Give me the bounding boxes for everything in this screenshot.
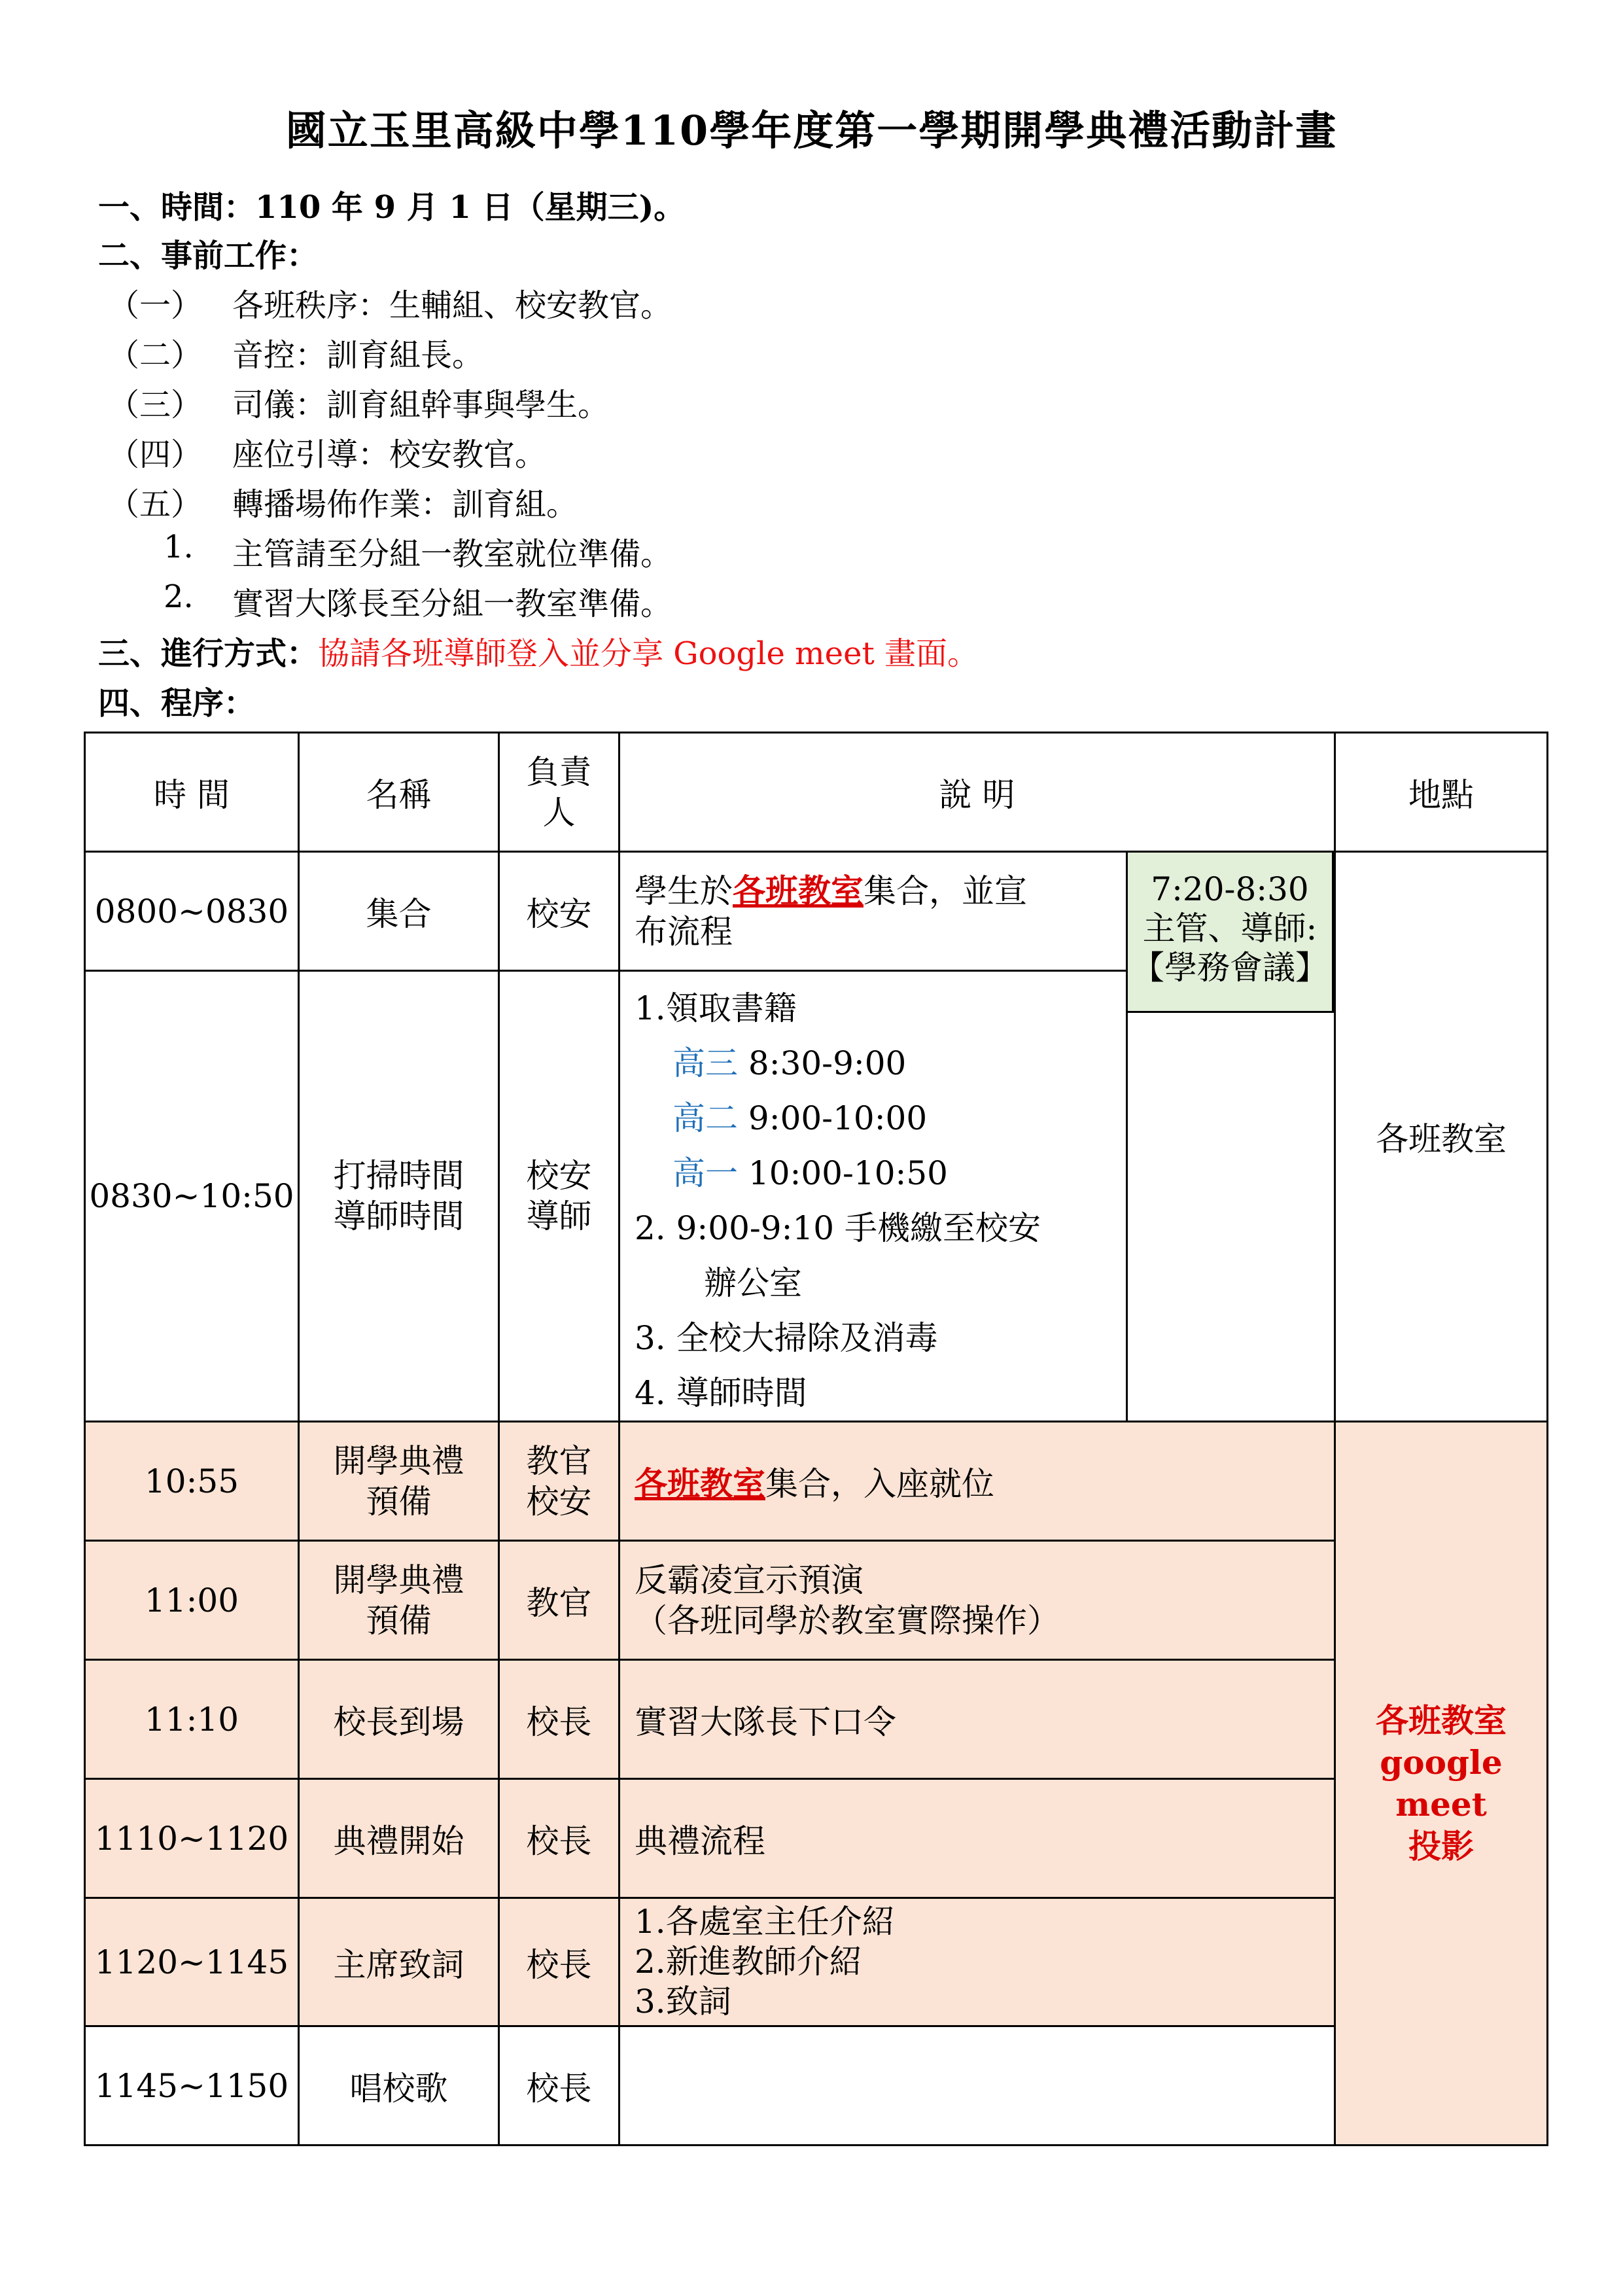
row7-desc-l3: 3.致詞 bbox=[635, 1983, 731, 2021]
grade-3-label: 高三 bbox=[672, 1044, 738, 1082]
page-title: 國立玉里高級中學110學年度第一學期開學典禮活動計畫 bbox=[285, 107, 1338, 154]
row4-name bbox=[299, 1541, 499, 1660]
prep-item-num: （三） bbox=[108, 387, 203, 423]
row3-desc bbox=[620, 1422, 1335, 1541]
row6-name: 典禮開始 bbox=[299, 1779, 499, 1898]
section-time-label: 一、時間： bbox=[98, 189, 256, 226]
prep-item-4 bbox=[108, 429, 202, 474]
header-place: 地點 bbox=[1335, 733, 1548, 852]
place-online bbox=[1335, 1422, 1548, 2146]
grade-3-time: 8:30-9:00 bbox=[748, 1044, 907, 1082]
prep-item-1-text: 各班秩序：生輔組、校安教官。 bbox=[232, 287, 672, 324]
row8-owner: 校長 bbox=[499, 2026, 620, 2146]
section-time-value: 110 年 9 月 1 日（星期三)。 bbox=[255, 189, 686, 226]
row1-owner: 校安 bbox=[499, 852, 620, 971]
row2-desc-2: 2. 9:00-9:10 手機繳至校安 bbox=[635, 1209, 1041, 1247]
prep-sub-1-text: 主管請至分組一教室就位準備。 bbox=[232, 536, 672, 573]
prep-item-4-text: 座位引導：校安教官。 bbox=[232, 436, 547, 473]
prep-sub-2-text: 實習大隊長至分組一教室準備。 bbox=[232, 586, 672, 622]
place-online-l4: 投影 bbox=[1408, 1826, 1474, 1865]
prep-sub-2-num: 2. bbox=[164, 578, 194, 615]
row2-desc-4: 4. 導師時間 bbox=[635, 1374, 807, 1412]
header-owner bbox=[499, 733, 620, 852]
prep-item-3 bbox=[108, 380, 202, 425]
row2-name bbox=[299, 971, 499, 1422]
row3-desc-post: 集合，入座就位 bbox=[765, 1464, 994, 1503]
row6-time: 1110~1120 bbox=[85, 1779, 299, 1898]
place-online-l2: google bbox=[1380, 1742, 1503, 1782]
row1-desc-pre: 學生於 bbox=[635, 872, 733, 910]
grade-1-time: 10:00-10:50 bbox=[748, 1154, 948, 1192]
row7-time: 1120~1145 bbox=[85, 1898, 299, 2026]
prep-item-num: （四） bbox=[108, 436, 203, 473]
row4-name-l2: 預備 bbox=[366, 1601, 432, 1640]
row6-owner: 校長 bbox=[499, 1779, 620, 1898]
row1-time: 0800~0830 bbox=[85, 852, 299, 971]
note-cell bbox=[1127, 852, 1335, 1422]
table-row bbox=[85, 1779, 1548, 1898]
row3-owner-l2: 校安 bbox=[526, 1482, 592, 1521]
row4-name-l1: 開學典禮 bbox=[333, 1561, 464, 1599]
row4-desc bbox=[620, 1541, 1335, 1660]
row4-desc-l2: （各班同學於教室實際操作） bbox=[635, 1601, 1060, 1640]
row2-desc bbox=[620, 971, 1127, 1422]
row8-desc bbox=[620, 2026, 1335, 2146]
row1-name: 集合 bbox=[299, 852, 499, 971]
row3-desc-highlight: 各班教室 bbox=[635, 1464, 765, 1503]
prep-item-3-text: 司儀：訓育組幹事與學生。 bbox=[232, 387, 610, 423]
row5-name: 校長到場 bbox=[299, 1660, 499, 1779]
section-prep-label: 二、事前工作： bbox=[98, 238, 319, 274]
meeting-note bbox=[1128, 853, 1334, 1013]
row5-desc: 實習大隊長下口令 bbox=[620, 1660, 1335, 1779]
section-method-value: 協請各班導師登入並分享 Google meet 畫面。 bbox=[318, 635, 979, 672]
row1-desc-post: 集合，並宣 bbox=[864, 872, 1027, 910]
row7-desc bbox=[620, 1898, 1335, 2026]
table-row bbox=[85, 1660, 1548, 1779]
prep-item-num: （二） bbox=[108, 337, 203, 374]
header-time: 時 間 bbox=[85, 733, 299, 852]
row4-time: 11:00 bbox=[85, 1541, 299, 1660]
row3-name-l2: 預備 bbox=[366, 1482, 432, 1521]
row2-time: 0830~10:50 bbox=[85, 971, 299, 1422]
place-online-l1: 各班教室 bbox=[1376, 1701, 1507, 1740]
prep-item-num: （五） bbox=[108, 486, 203, 523]
row3-time: 10:55 bbox=[85, 1422, 299, 1541]
table-header-row bbox=[85, 733, 1548, 852]
meeting-note-title: 【學務會議】 bbox=[1132, 949, 1328, 987]
schedule-table bbox=[84, 732, 1548, 2146]
row3-name-l1: 開學典禮 bbox=[333, 1441, 464, 1480]
row1-desc-l2: 布流程 bbox=[635, 913, 733, 951]
row7-owner: 校長 bbox=[499, 1898, 620, 2026]
row7-name: 主席致詞 bbox=[299, 1898, 499, 2026]
prep-item-5 bbox=[108, 479, 202, 524]
place-online-l3: meet bbox=[1395, 1784, 1487, 1824]
prep-item-2-text: 音控：訓育組長。 bbox=[232, 337, 484, 374]
row7-desc-l1: 1.各處室主任介紹 bbox=[635, 1903, 895, 1941]
table-row bbox=[85, 1898, 1548, 2026]
row1-desc-highlight: 各班教室 bbox=[733, 872, 864, 910]
row2-owner-l1: 校安 bbox=[526, 1157, 592, 1195]
row8-time: 1145~1150 bbox=[85, 2026, 299, 2146]
row5-time: 11:10 bbox=[85, 1660, 299, 1779]
meeting-note-who: 主管、導師: bbox=[1142, 910, 1318, 947]
row2-grade-1 bbox=[635, 1146, 1126, 1201]
meeting-note-time: 7:20-8:30 bbox=[1151, 870, 1309, 908]
row7-desc-l2: 2.新進教師介紹 bbox=[635, 1943, 862, 1981]
prep-item-5-text: 轉播場佈作業：訓育組。 bbox=[232, 486, 578, 523]
header-name: 名稱 bbox=[299, 733, 499, 852]
row3-owner-l1: 教官 bbox=[526, 1441, 592, 1480]
row4-desc-l1: 反霸凌宣示預演 bbox=[635, 1561, 864, 1599]
grade-1-label: 高一 bbox=[672, 1154, 738, 1192]
grade-2-label: 高二 bbox=[672, 1099, 738, 1137]
row2-owner bbox=[499, 971, 620, 1422]
table-row bbox=[85, 2026, 1548, 2146]
section-method-label: 三、進行方式： bbox=[98, 635, 319, 672]
section-program-label: 四、程序： bbox=[98, 685, 256, 722]
row4-owner: 教官 bbox=[499, 1541, 620, 1660]
prep-item-1 bbox=[108, 280, 202, 325]
row6-desc: 典禮流程 bbox=[620, 1779, 1335, 1898]
row8-name: 唱校歌 bbox=[299, 2026, 499, 2146]
table-row bbox=[85, 852, 1548, 971]
row2-desc-1: 1.領取書籍 bbox=[635, 989, 797, 1027]
header-desc: 說 明 bbox=[620, 733, 1335, 852]
row2-grade-3 bbox=[635, 1036, 1126, 1091]
prep-item-2 bbox=[108, 330, 202, 375]
row2-grade-2 bbox=[635, 1091, 1126, 1146]
header-owner-l1: 負責 bbox=[526, 752, 592, 791]
row1-desc bbox=[620, 852, 1127, 971]
row2-desc-2b: 辦公室 bbox=[704, 1264, 802, 1302]
row2-owner-l2: 導師 bbox=[526, 1197, 592, 1235]
prep-sub-1-num: 1. bbox=[164, 529, 194, 565]
row2-name-l2: 導師時間 bbox=[333, 1197, 464, 1235]
row3-name bbox=[299, 1422, 499, 1541]
row2-name-l1: 打掃時間 bbox=[333, 1157, 464, 1195]
prep-item-num: （一） bbox=[108, 287, 203, 324]
section-method bbox=[98, 628, 979, 673]
table-row bbox=[85, 1541, 1548, 1660]
row2-desc-3: 3. 全校大掃除及消毒 bbox=[635, 1319, 938, 1357]
row3-owner bbox=[499, 1422, 620, 1541]
place-classrooms: 各班教室 bbox=[1335, 852, 1548, 1422]
section-time bbox=[98, 182, 685, 227]
row5-owner: 校長 bbox=[499, 1660, 620, 1779]
header-owner-l2: 人 bbox=[542, 793, 576, 832]
grade-2-time: 9:00-10:00 bbox=[748, 1099, 928, 1137]
table-row bbox=[85, 1422, 1548, 1541]
